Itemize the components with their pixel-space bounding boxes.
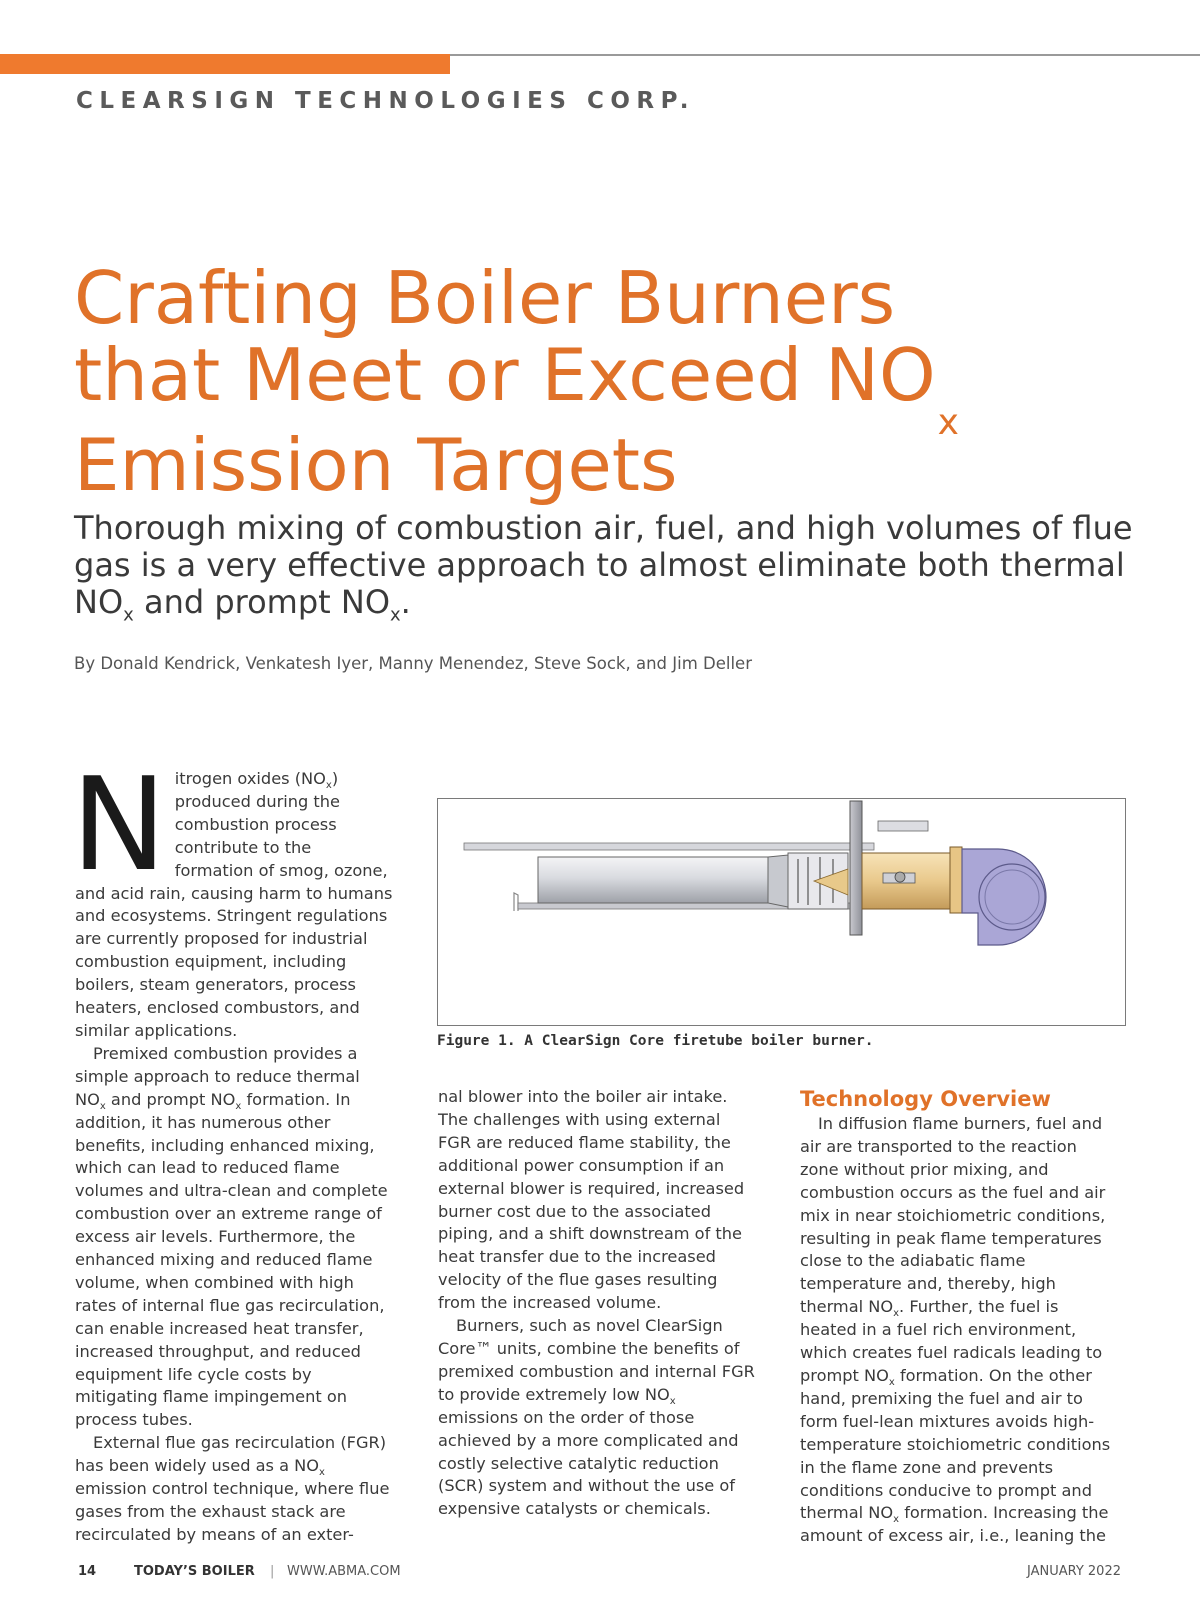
paragraph-6: In diffusion flame burners, fuel and air are transported to the reaction zone without prior mixing, and combustion occurs as the fuel and air mix in near stoichiometric conditions, resulting in peak flame temperatures close to the adiabatic flame temperature and, thereby, high thermal $NO_x$. Further, the fuel is heated in a fuel rich environment, which creates fuel radicals leading to prompt $NO_x$ formation. On the other hand, premixing the fuel and air to form fuel-lean mixtures avoids high-temperature stoichiometric conditions in the flame zone and prevents conditions conducive to prompt and thermal $NO_x$ formation. Increasing the amount of excess air, i.e., leaning the [800, 1114, 1111, 1546]
title-line-3: Emission Targets [74, 423, 678, 507]
paragraph-1: Nitrogen oxides $(NO_x)$ produced during the combustion process contribute to the formation of smog, ozone, and acid rain, causing harm to humans and ecosystems. Stringent regulations are currently proposed for industrial combustion equipment, including boilers, steam generators, process heaters, enclosed combustors, and similar applications. [71, 751, 393, 1040]
column-3 [800, 1086, 1120, 1548]
magazine-name: TODAY’S BOILER [134, 1564, 255, 1579]
header-accent-bar [0, 54, 450, 74]
footer-separator: | [270, 1564, 275, 1579]
drop-cap: N [71, 751, 167, 900]
figure-caption: Figure 1. A ClearSign Core firetube boiler burner. [437, 1033, 874, 1049]
section-heading: Technology Overview [800, 1087, 1051, 1111]
title-line-1: Crafting Boiler Burners [74, 256, 896, 340]
title-line-2: that Meet or Exceed NO [74, 333, 936, 417]
column-1 [71, 751, 395, 1547]
burner-illustration [438, 799, 1125, 1025]
title-subscript: x [937, 402, 959, 443]
figure-1 [437, 798, 1126, 1026]
issue-date: JANUARY 2022 [1027, 1564, 1121, 1579]
page-number: 14 [78, 1564, 97, 1579]
paragraph-2: Premixed combustion provides a simple approach to reduce thermal $NO_x$ and prompt $NO_x$ formation. In addition, it has numerous other benefits, including enhanced mixing, which can lead to reduced flame volumes and ultra-clean and complete combustion over an extreme range of excess air levels. Furthermore, the enhanced mixing and reduced flame volume, when combined with high rates of internal flue gas recirculation, can enable increased heat transfer, increased throughput, and reduced equipment life cycle costs by mitigating flame impingement on process tubes. [75, 1043, 388, 1430]
article-title [74, 256, 1154, 507]
byline: By Donald Kendrick, Venkatesh Iyer, Manny Menendez, Steve Sock, and Jim Deller [74, 654, 752, 673]
paragraph-4: nal blower into the boiler air intake. The challenges with using external FGR are reduced flame stability, the additional power consumption if an external blower is required, increased burner cost due to the associated piping, and a shift downstream of the heat transfer due to the increased velocity of the flue gases resulting from the increased volume. [438, 1087, 745, 1313]
footer-url: WWW.ABMA.COM [287, 1564, 401, 1579]
paragraph-5: Burners, such as novel ClearSign Core™ units, combine the benefits of premixed combustion and internal FGR to provide extremely low $NO_x$ emissions on the order of those achieved by a more complicated and costly selective catalytic reduction (SCR) system and without the use of expensive catalysts or chemicals. [438, 1316, 755, 1519]
article-deck: Thorough mixing of combustion air, fuel, and high volumes of flue gas is a very effective approach to almost eliminate both thermal $NO_x$ and prompt $NO_x$. [74, 509, 1133, 626]
column-2 [438, 1086, 758, 1521]
company-name: CLEARSIGN TECHNOLOGIES CORP. [76, 88, 695, 114]
paragraph-3: External flue gas recirculation (FGR) has been widely used as a $NO_x$ emission control technique, where flue gases from the exhaust stack are recirculated by means of an exter- [75, 1433, 390, 1544]
header-rule [450, 54, 1200, 56]
